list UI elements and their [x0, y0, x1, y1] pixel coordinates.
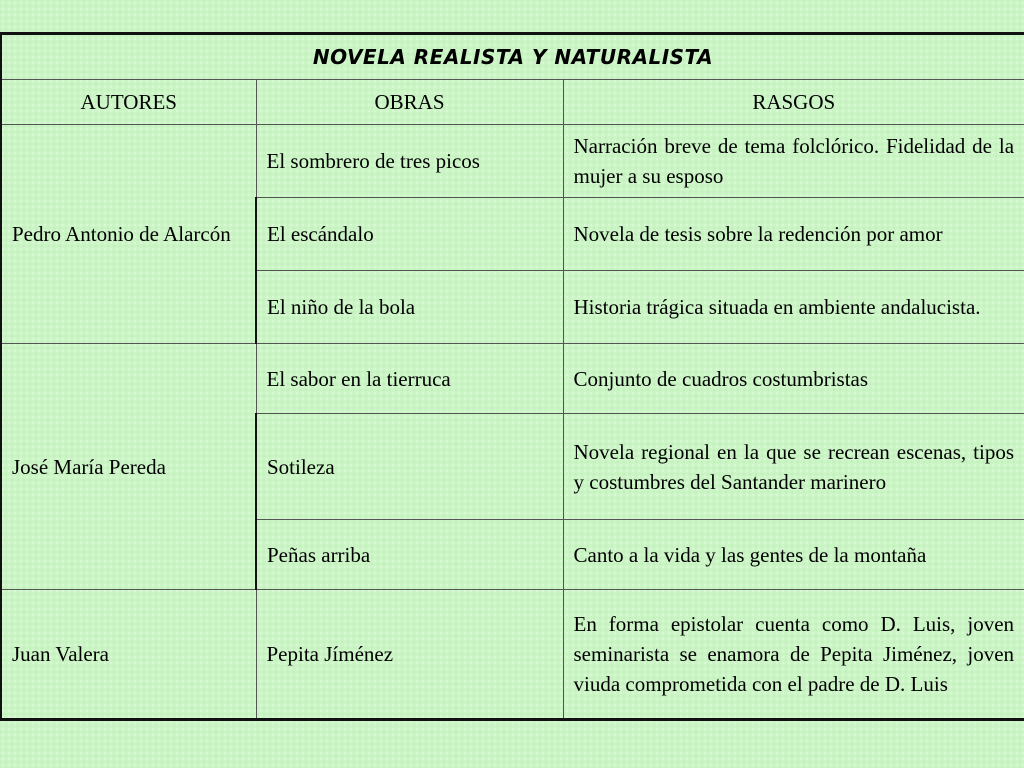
title-row [1, 34, 1024, 80]
header-works: OBRAS [256, 80, 563, 125]
author-cell: Juan Valera [1, 590, 256, 720]
work-cell: El niño de la bola [256, 271, 563, 344]
table-row [1, 590, 1024, 720]
work-cell: El sombrero de tres picos [256, 125, 563, 198]
author-cell: Pedro Antonio de Alarcón [1, 125, 256, 344]
feature-cell: Canto a la vida y las gentes de la montaña [563, 520, 1024, 590]
feature-cell: Novela de tesis sobre la redención por amor [563, 198, 1024, 271]
feature-cell: Narración breve de tema folclórico. Fidelidad de la mujer a su esposo [563, 125, 1024, 198]
literature-table [0, 32, 1024, 721]
table-row [1, 344, 1024, 414]
header-features: RASGOS [563, 80, 1024, 125]
feature-cell: Historia trágica situada en ambiente andalucista. [563, 271, 1024, 344]
work-cell: Pepita Jíménez [256, 590, 563, 720]
header-row [1, 80, 1024, 125]
feature-cell: En forma epistolar cuenta como D. Luis, joven seminarista se enamora de Pepita Jiménez, joven viuda comprometida con el padre de D. Luis [563, 590, 1024, 720]
header-authors: AUTORES [1, 80, 256, 125]
author-cell: José María Pereda [1, 344, 256, 590]
work-cell: Sotileza [256, 414, 563, 520]
table-row [1, 125, 1024, 198]
work-cell: Peñas arriba [256, 520, 563, 590]
work-cell: El sabor en la tierruca [256, 344, 563, 414]
table-title: NOVELA REALISTA Y NATURALISTA [1, 34, 1024, 80]
work-cell: El escándalo [256, 198, 563, 271]
feature-cell: Novela regional en la que se recrean escenas, tipos y costumbres del Santander marinero [563, 414, 1024, 520]
feature-cell: Conjunto de cuadros costumbristas [563, 344, 1024, 414]
